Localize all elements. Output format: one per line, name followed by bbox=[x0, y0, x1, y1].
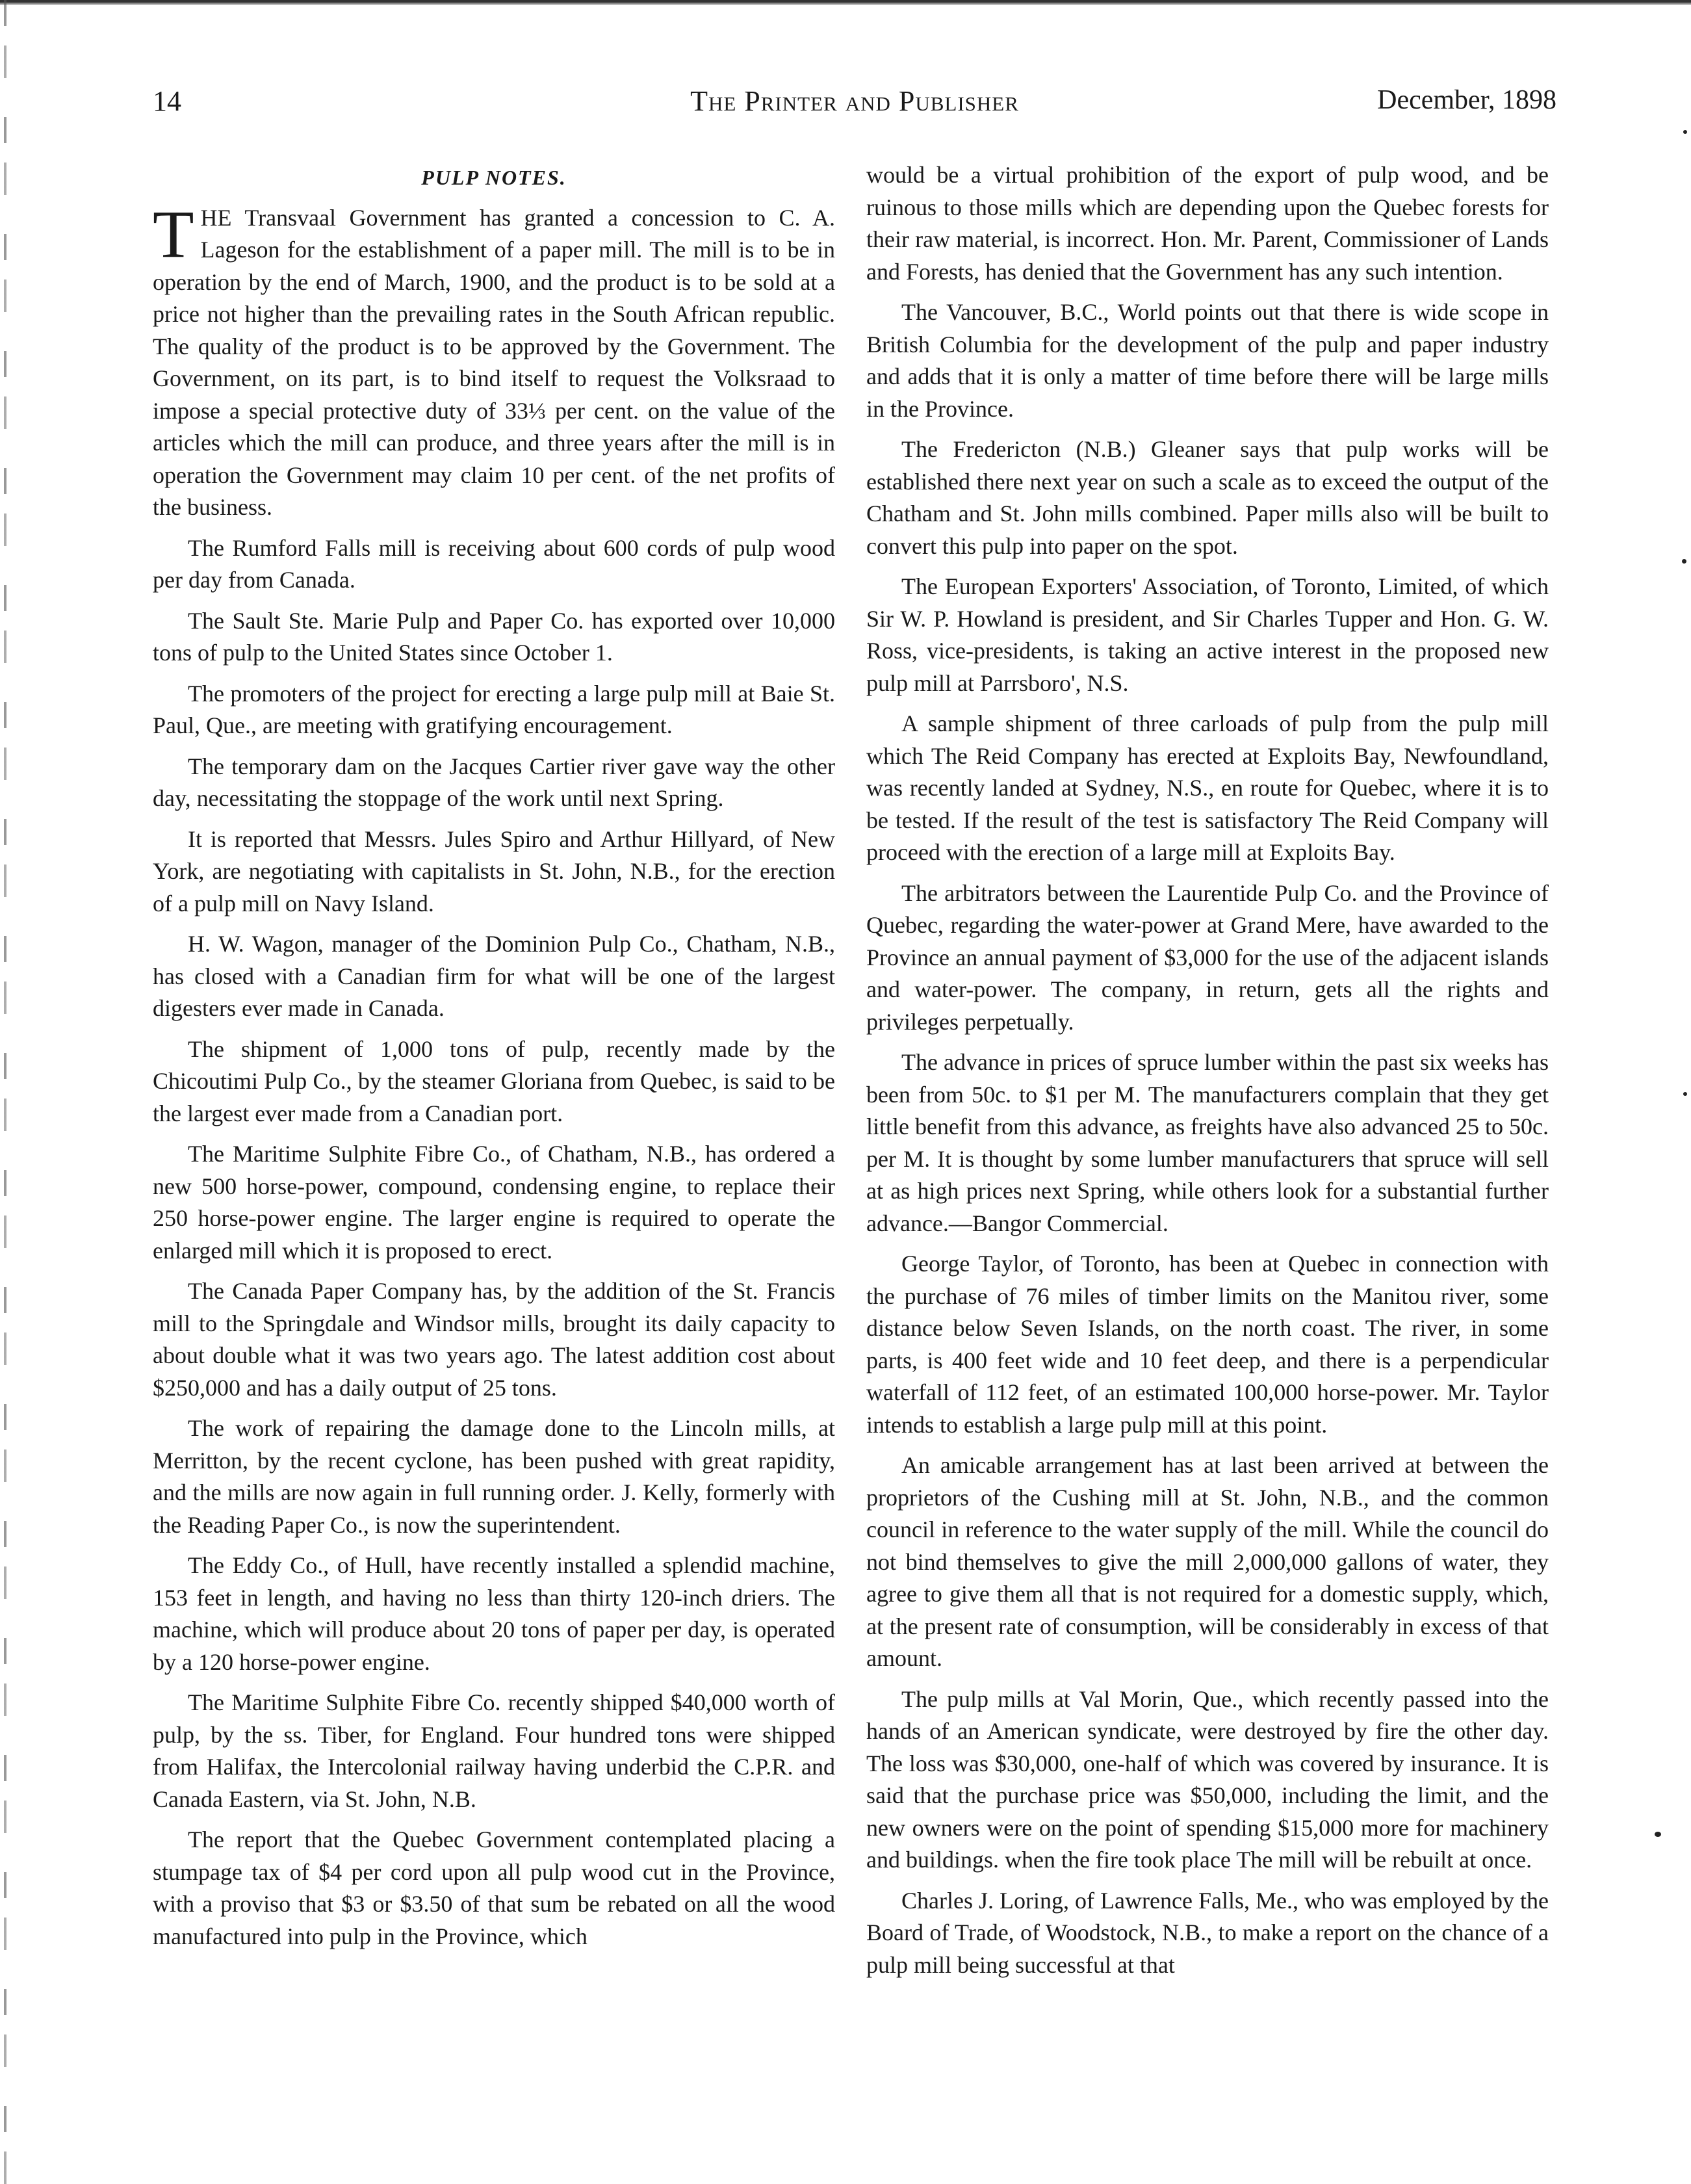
left-column bbox=[153, 159, 835, 1961]
article-paragraph: The Sault Ste. Marie Pulp and Paper Co. has exported over 10,000 tons of pulp to the United States since October 1. bbox=[153, 607, 835, 666]
article-paragraph: George Taylor, of Toronto, has been at Quebec in connection with the purchase of 76 miles of timber limits on the Manitou river, some distance below Seven Islands, on the north coast. The river, in some parts, is 400 feet wide and 10 feet deep, and there is a perpendicular waterfall of 112 feet, of an estimated 100,000 horse-power. Mr. Taylor intends to establish a large pulp mill at this point. bbox=[866, 1251, 1549, 1438]
issue-date: December, 1898 bbox=[1377, 85, 1556, 115]
article-paragraph: H. W. Wagon, manager of the Dominion Pulp Co., Chatham, N.B., has closed with a Canadian firm for what will be one of the largest digesters ever made in Canada. bbox=[153, 931, 835, 1021]
article-paragraph: A sample shipment of three carloads of pulp from the pulp mill which The Reid Company has erected at Exploits Bay, Newfoundland, was recently landed at Sydney, N.S., en route for Quebec, where it is to be tested. If the result of the test is satisfactory The Reid Company will proceed with the erection of a large mill at Exploits Bay. bbox=[866, 710, 1549, 865]
right-column bbox=[866, 159, 1549, 1990]
article-paragraph: The Maritime Sulphite Fibre Co. recently shipped $40,000 worth of pulp, by the ss. Tiber, for England. Four hundred tons were shipped from Halifax, the Intercolonial railway having underbid the C.P.R. and Canada Eastern, via St. John, N.B. bbox=[153, 1689, 835, 1812]
article-paragraph: The shipment of 1,000 tons of pulp, recently made by the Chicoutimi Pulp Co., by the steamer Gloriana from Quebec, is said to be the largest ever made from a Canadian port. bbox=[153, 1035, 835, 1126]
article-paragraph: The pulp mills at Val Morin, Que., which recently passed into the hands of an American syndicate, were destroyed by fire the other day. The loss was $30,000, one-half of which was covered by insurance. It is said that the purchase price was $50,000, including the limit, and the new owners were on the point of spending $15,000 more for machinery and buildings. when the fire took place The mill will be rebuilt at once. bbox=[866, 1685, 1549, 1873]
opening-paragraph bbox=[153, 196, 835, 524]
article-paragraph: It is reported that Messrs. Jules Spiro and Arthur Hillyard, of New York, are negotiating with capitalists in St. John, N.B., for the erection of a pulp mill on Navy Island. bbox=[153, 826, 835, 916]
drop-cap: T bbox=[153, 196, 194, 272]
article-paragraph: The Canada Paper Company has, by the addition of the St. Francis mill to the Springdale and Windsor mills, brought its daily capacity to about double what it was two years ago. The latest addition cost about $250,000 and has a daily output of 25 tons. bbox=[153, 1278, 835, 1401]
article-paragraph: The European Exporters' Association, of Toronto, Limited, of which Sir W. P. Howland is president, and Sir Charles Tupper and Hon. G. W. Ross, vice-presidents, is taking an active interest in the proposed new pulp mill at Parrsboro', N.S. bbox=[866, 573, 1549, 696]
article-paragraph: Charles J. Loring, of Lawrence Falls, Me., who was employed by the Board of Trade, of Woodstock, N.B., to make a report on the chance of a pulp mill being successful at that bbox=[866, 1887, 1549, 1978]
article-paragraph: The work of repairing the damage done to the Lincoln mills, at Merritton, by the recent cyclone, has been pushed with great rapidity, and the mills are now again in full running order. J. Kelly, formerly with the Reading Paper Co., is now the superintendent. bbox=[153, 1415, 835, 1538]
continued-paragraph: would be a virtual prohibition of the export of pulp wood, and be ruinous to those mills which are depending upon the Quebec forests for their raw material, is incorrect. Hon. Mr. Parent, Commissioner of Lands and Forests, has denied that the Government has any such intention. bbox=[866, 162, 1549, 285]
ink-speck bbox=[1655, 1832, 1661, 1837]
article-paragraph: The Eddy Co., of Hull, have recently installed a splendid machine, 153 feet in length, and having no less than thirty 120-inch driers. The machine, which will produce about 20 tons of paper per day, is operated by a 120 horse-power engine. bbox=[153, 1552, 835, 1675]
ink-speck bbox=[1682, 559, 1686, 564]
article-paragraph: The promoters of the project for erecting a large pulp mill at Baie St. Paul, Que., are meeting with gratifying encouragement. bbox=[153, 680, 835, 738]
page-header bbox=[153, 84, 1556, 130]
article-paragraph: An amicable arrangement has at last been arrived at between the proprietors of the Cushing mill at St. John, N.B., and the common council in reference to the water supply of the mill. While the council do not bind themselves to give the mill 2,000,000 gallons of water, they agree to give them all that is not required for a domestic supply, which, at the present rate of consumption, will be considerably in excess of that amount. bbox=[866, 1452, 1549, 1671]
article-paragraph: The report that the Quebec Government contemplated placing a stumpage tax of $4 per cord upon all pulp wood cut in the Province, with a proviso that $3 or $3.50 of that sum be rebated on all the wood manufactured into pulp in the Province, which bbox=[153, 1826, 835, 1949]
top-rule bbox=[0, 0, 1691, 9]
article-paragraph: The Rumford Falls mill is receiving about 600 cords of pulp wood per day from Canada. bbox=[153, 534, 835, 593]
section-title: PULP NOTES. bbox=[421, 166, 567, 189]
page-edge-marks bbox=[4, 0, 6, 2184]
ink-speck bbox=[1683, 1092, 1687, 1096]
article-paragraph: The Vancouver, B.C., World points out that there is wide scope in British Columbia for the development of the pulp and paper industry and adds that it is only a matter of time before there will be large mills in the Province. bbox=[866, 299, 1549, 422]
ink-speck bbox=[1683, 130, 1687, 134]
opening-text: HE Transvaal Government has granted a concession to C. A. Lageson for the establishment of a paper mill. The mill is to be in operation by the end of March, 1900, and the product is to be sold at a price not higher than the prevailing rates in the South African republic. The quality of the product is to be approved by the Government. The Government, on its part, is to bind itself to request the Volksraad to impose a special protective duty of 33⅓ per cent. on the value of the articles which the mill can produce, and three years after the mill is in operation the Government may claim 10 per cent. of the net profits of the business. bbox=[153, 204, 835, 520]
article-paragraph: The temporary dam on the Jacques Cartier river gave way the other day, necessitating the stoppage of the work until next Spring. bbox=[153, 753, 835, 811]
article-paragraph: The arbitrators between the Laurentide Pulp Co. and the Province of Quebec, regarding the water-power at Grand Mere, have awarded to the Province an annual payment of $3,000 for the use of the adjacent islands and water-power. The company, in return, gets all the rights and privileges perpetually. bbox=[866, 879, 1549, 1035]
publication-title: The Printer and Publisher bbox=[690, 85, 1019, 117]
page-number: 14 bbox=[153, 85, 181, 117]
article-paragraph: The Maritime Sulphite Fibre Co., of Chatham, N.B., has ordered a new 500 horse-power, compound, condensing engine, to replace their 250 horse-power engine. The larger engine is required to operate the enlarged mill which it is proposed to erect. bbox=[153, 1141, 835, 1264]
article-paragraph: The advance in prices of spruce lumber within the past six weeks has been from 50c. to $1 per M. The manufacturers complain that they get little benefit from this advance, as freights have also advanced 25 to 50c. per M. It is thought by some lumber manufacturers that spruce will sell at as high prices next Spring, while others look for a substantial further advance.—Bangor Commercial. bbox=[866, 1049, 1549, 1236]
article-paragraph: The Fredericton (N.B.) Gleaner says that pulp works will be established there next year on such a scale as to exceed the output of the Chatham and St. John mills combined. Paper mills also will be built to convert this pulp into paper on the spot. bbox=[866, 436, 1549, 559]
